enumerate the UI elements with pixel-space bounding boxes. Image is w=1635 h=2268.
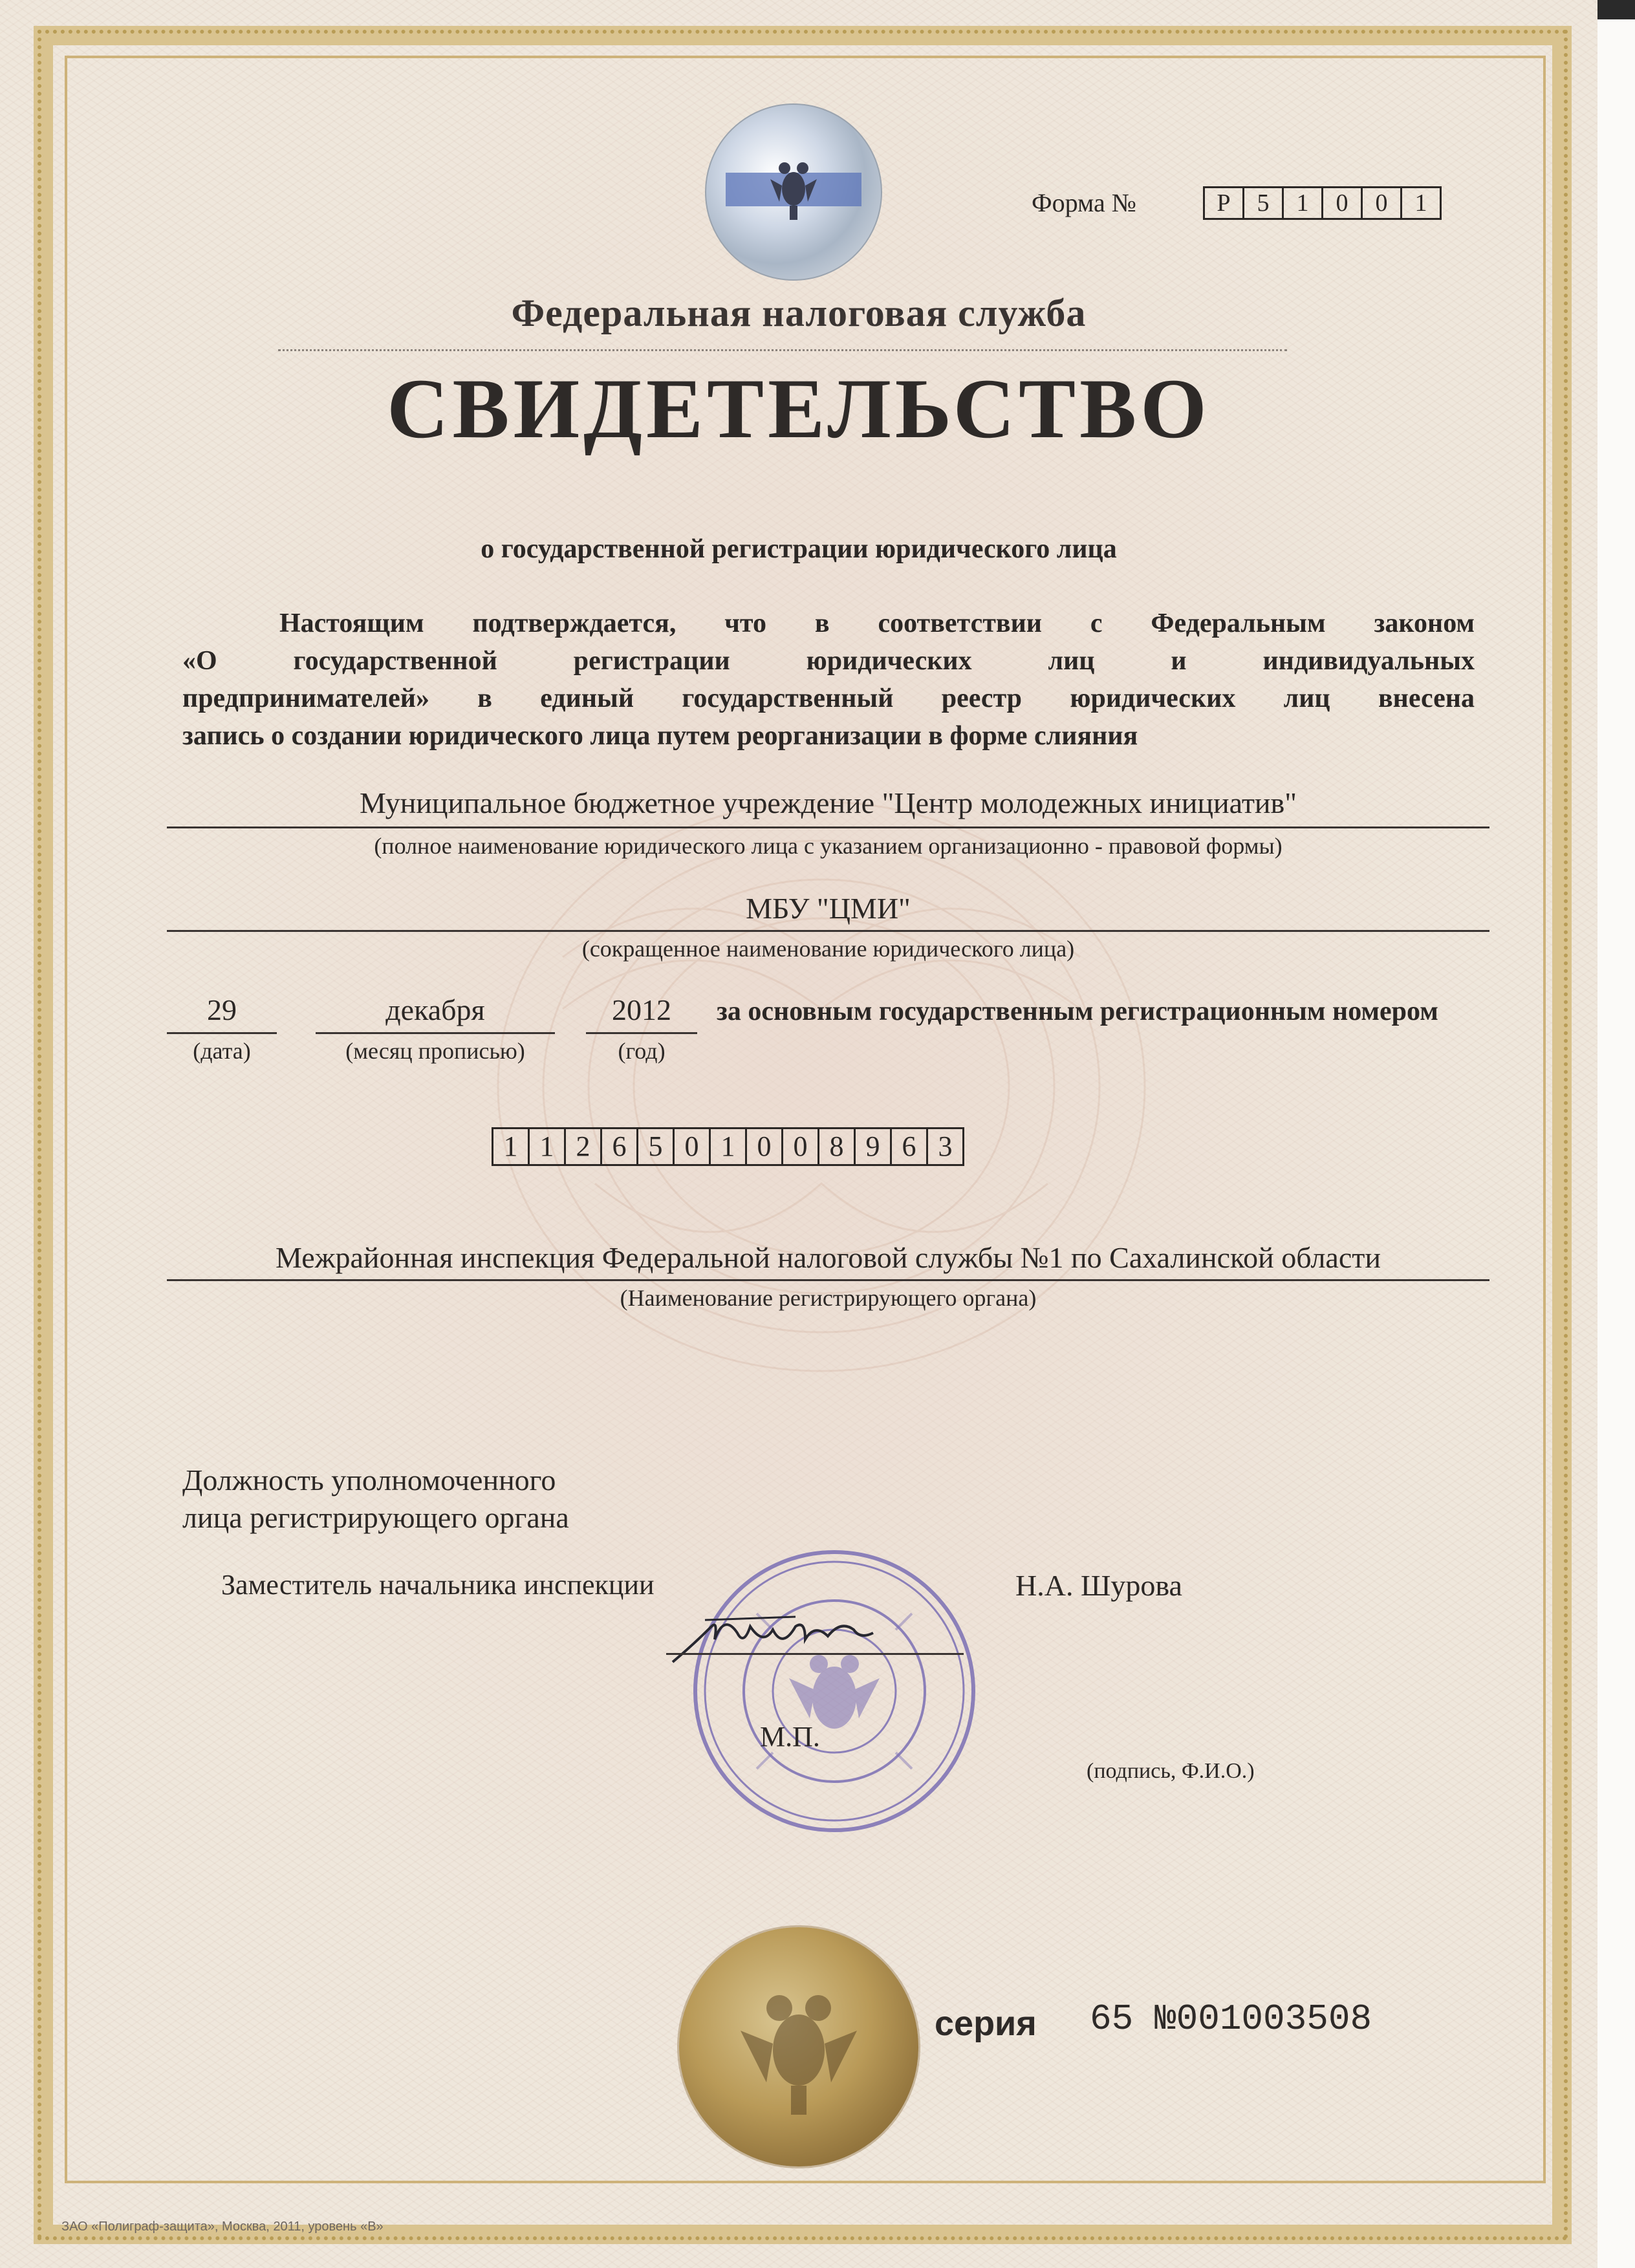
hologram-emblem — [705, 103, 882, 281]
ogrn-digit: 0 — [675, 1129, 711, 1164]
ogrn-digit: 5 — [638, 1129, 675, 1164]
ogrn-digit: 0 — [747, 1129, 783, 1164]
ogrn-boxes — [492, 1127, 964, 1166]
reg-year: 2012 — [612, 993, 671, 1026]
ogrn-digit: 6 — [892, 1129, 928, 1164]
signature-caption: (подпись, Ф.И.О.) — [1087, 1759, 1255, 1783]
form-code-char: 1 — [1414, 189, 1427, 217]
form-number-label: Форма № — [1032, 188, 1136, 217]
gold-seal — [679, 1927, 918, 2166]
position-label — [182, 1462, 569, 1537]
handwritten-signature — [666, 1601, 880, 1678]
ogrn-digit: 2 — [566, 1129, 602, 1164]
entity-full-name-line — [167, 826, 1489, 828]
scan-edge-dark — [1597, 0, 1635, 19]
signature-line — [666, 1653, 964, 1655]
agency-divider — [278, 349, 1287, 351]
reg-year-caption: (год) — [618, 1038, 666, 1064]
document-title: СВИДЕТЕЛЬСТВО — [387, 361, 1211, 456]
signatory-name: Н.А. Шурова — [1015, 1569, 1182, 1602]
signatory-position: Заместитель начальника инспекции — [221, 1569, 655, 1601]
document-subtitle: о государственной регистрации юридического лица — [481, 534, 1117, 564]
reg-month-caption: (месяц прописью) — [345, 1038, 525, 1064]
ogrn-digit: 3 — [938, 1130, 953, 1162]
reg-day: 29 — [207, 993, 237, 1026]
statement-paragraph — [182, 605, 1475, 755]
ogrn-digit: 9 — [856, 1129, 892, 1164]
ogrn-digit: 1 — [493, 1129, 530, 1164]
reg-month-line — [316, 1032, 555, 1034]
ogrn-digit: 8 — [819, 1129, 856, 1164]
form-code-char: 0 — [1363, 188, 1402, 218]
entity-short-name-line — [167, 930, 1489, 932]
registrar-name-line — [167, 1279, 1489, 1281]
series-label: серия — [935, 2004, 1037, 2043]
reg-day-caption: (дата) — [193, 1038, 251, 1064]
ogrn-digit: 6 — [602, 1129, 638, 1164]
form-code-char: 5 — [1244, 188, 1284, 218]
entity-short-name: МБУ "ЦМИ" — [746, 892, 911, 925]
entity-full-name-caption: (полное наименование юридического лица с указанием организационно - правовой формы) — [374, 833, 1283, 859]
reg-number-label: за основным государственным регистрационным номером — [717, 997, 1438, 1026]
double-headed-eagle-icon — [734, 1972, 863, 2121]
double-headed-eagle-icon — [768, 150, 819, 228]
tax-office-stamp — [686, 1542, 983, 1840]
form-code-char: Р — [1205, 188, 1244, 218]
watermark-emblem — [466, 763, 1177, 1410]
form-number-boxes — [1203, 186, 1442, 220]
ogrn-digit: 1 — [530, 1129, 566, 1164]
agency-name: Федеральная налоговая служба — [511, 292, 1087, 334]
seal-place-label: М.П. — [760, 1721, 820, 1753]
position-label-line: Должность уполномоченного — [182, 1463, 556, 1496]
form-code-char: 0 — [1323, 188, 1363, 218]
reg-year-line — [586, 1032, 697, 1034]
registrar-name: Межрайонная инспекция Федеральной налоговой службы №1 по Сахалинской области — [276, 1241, 1381, 1274]
registrar-caption: (Наименование регистрирующего органа) — [620, 1285, 1037, 1311]
statement-line: Настоящим подтверждается, что в соответствии с Федеральным законом — [279, 609, 1475, 638]
statement-line: запись о создании юридического лица путем реорганизации в форме слияния — [182, 721, 1138, 751]
document-number: №001003508 — [1154, 1998, 1372, 2040]
scan-edge — [1597, 0, 1635, 2268]
ogrn-digit: 0 — [783, 1129, 819, 1164]
series-number: 65 — [1090, 1998, 1134, 2040]
reg-day-line — [167, 1032, 277, 1034]
statement-line: предпринимателей» в единый государственный реестр юридических лиц внесена — [182, 684, 1475, 713]
entity-full-name: Муниципальное бюджетное учреждение "Центр молодежных инициатив" — [359, 786, 1297, 819]
position-label-line: лица регистрирующего органа — [182, 1501, 569, 1534]
entity-short-name-caption: (сокращенное наименование юридического лица) — [581, 936, 1075, 962]
form-code-char: 1 — [1284, 188, 1323, 218]
ogrn-digit: 1 — [711, 1129, 747, 1164]
printer-imprint: ЗАО «Полиграф-защита», Москва, 2011, уровень «В» — [61, 2219, 384, 2234]
statement-line: «О государственной регистрации юридических лиц и индивидуальных — [182, 646, 1475, 676]
reg-month: декабря — [385, 993, 485, 1026]
